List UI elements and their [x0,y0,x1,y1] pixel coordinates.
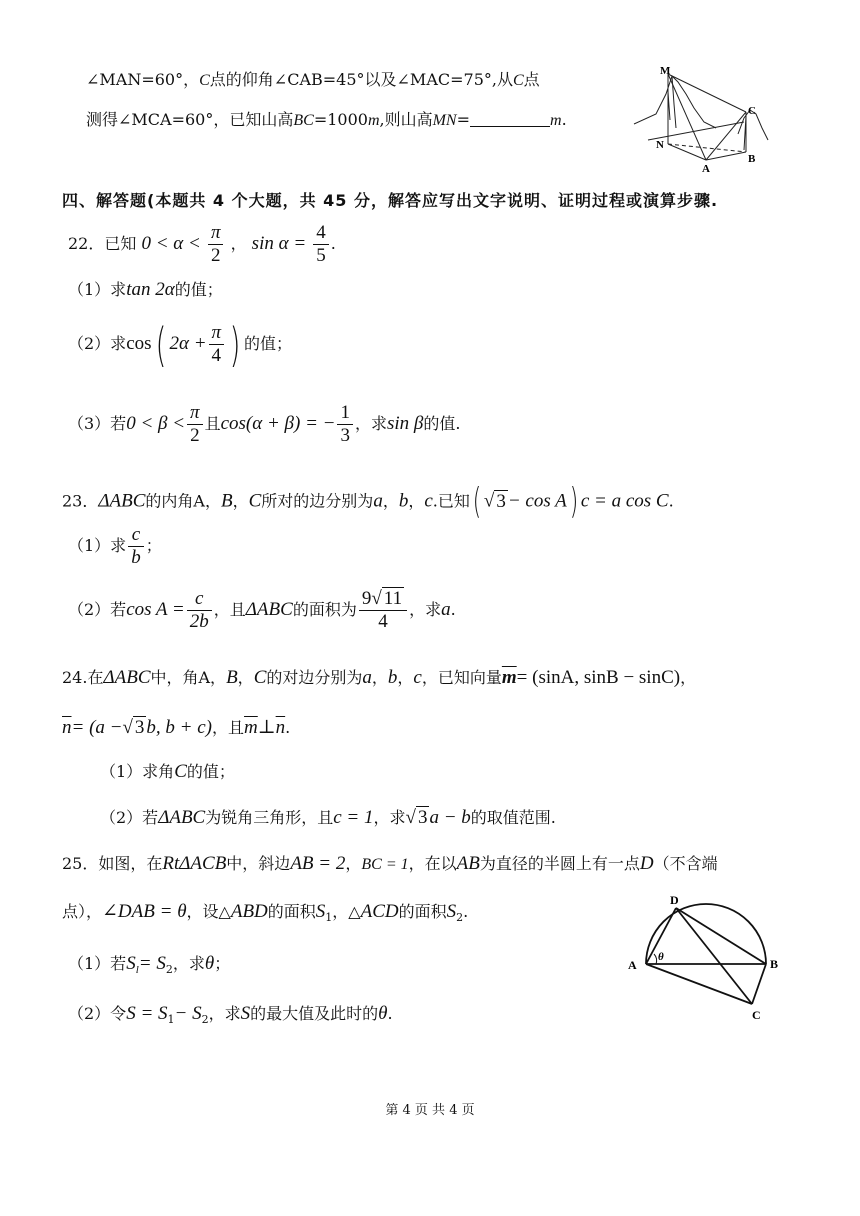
part-tail: . [387,1004,393,1023]
q22-sin-beta: sin β [387,413,424,434]
q24-vec-m: $\overline{m}$ [244,717,258,738]
q24-eq: c = 1 [333,807,374,828]
frac-num: c [187,588,212,611]
q22-text: ，求 [354,414,387,433]
line-mc [668,74,746,112]
q25-stem-line2 [62,902,468,928]
q21-line2: 测得∠MCA=60°，已知山高BC=1000m,则山高MN= m. [86,110,567,129]
q21-text: =1000 [313,110,368,129]
q22-inner: 2α + [169,333,207,354]
q23-var: a [441,599,451,620]
q21-text: 点的仰角∠CAB=45°以及∠MAC=75°,从 [209,70,513,89]
frac-sqrt: 11 [383,588,403,609]
q25-var: ABD [230,901,268,922]
subscript: l [135,964,139,977]
q23-text: 的内角A， [145,491,221,511]
line-nb [668,144,746,152]
q22-frac-13 [337,402,353,447]
q25-text: 的面积 [267,902,316,921]
q24-var: C [253,667,267,688]
q25-var: θ [204,953,215,974]
label-c: C [752,1008,761,1022]
q23-var: c [424,490,433,512]
q23-eq: − cos A [507,490,567,512]
q22-part3 [68,402,460,447]
q22-part1 [68,280,223,300]
perp-symbol: ⊥ [257,717,276,738]
q24-eq: = (a − [71,717,123,738]
part-tail: 的值； [244,334,293,353]
q25-var: AB [456,853,480,874]
label-n: N [656,139,664,151]
q21-text: 点 [523,70,540,89]
frac-den: 4 [378,611,388,632]
q23-frac-c2b [187,588,212,633]
q25-part2 [68,1004,393,1030]
q23-var: B [220,490,233,512]
part-label: （3）若 [68,414,127,433]
q24-var: b [387,667,398,688]
q25-var: θ [378,1003,388,1024]
q23-text: ， [232,491,249,511]
q24-text: . [285,718,291,737]
q25-text: ，△ [332,902,361,921]
label-a: A [628,958,637,972]
q22-text: 且 [204,414,221,433]
q25-text: 为直径的半圆上有一点 [479,854,640,873]
q21-var: C [199,72,210,89]
q25-angle: ∠DAB = θ [102,901,187,922]
q24-eq: = (sinA, sinB − sinC) [516,667,681,688]
q23-var: C [248,490,262,512]
subscript: 1 [325,911,333,925]
q25-text: 的面积 [398,902,447,921]
q24-text: 为锐角三角形，且 [205,808,334,827]
answer-blank[interactable] [470,110,550,127]
part-tail: 的值； [186,762,235,781]
q24-text: ，且 [212,718,245,737]
q24-text: 的对边分别为 [266,668,363,687]
frac-num: c [128,524,144,547]
q25-text: 点）， [62,902,103,921]
label-b: B [770,957,779,971]
q24-tri: ΔABC [158,807,206,828]
q23-text: 的面积为 [292,600,357,619]
q25-text: ，求 [208,1004,241,1023]
section-heading: 四、解答题(本题共 4 个大题，共 45 分，解答应写出文字说明、证明过程或演算步骤. [62,191,719,210]
subscript: 2 [201,1013,209,1027]
q25-text: . [463,902,469,921]
q21-unit: m [367,112,380,129]
q24-part2: （2）若ΔABC为锐角三角形，且c = 1，求√ 3 a − b的取值范围. [100,807,556,828]
q24-eq: b, b + c) [146,717,213,738]
part-label: （1）求 [68,280,127,299]
q22-stem [68,222,336,267]
frac-num: π [209,322,225,345]
q24-text: ， [680,668,697,687]
q25-eq: S = S [126,1003,168,1024]
q23-var: b [398,490,409,512]
q23-text: . [450,600,456,619]
q22-cond: 0 < α < [141,233,201,254]
label-m: M [660,65,671,77]
segment-db [676,908,766,964]
q24-vec-m: $\overline{m}$ [501,667,517,688]
q22-frac-pi2b [187,402,203,447]
q24-tri: ΔABC [103,667,151,688]
q23-tri: ΔABC [245,599,293,620]
q23-cos: cos A = [126,599,185,620]
q25-var: S [315,901,326,922]
q25-text: 的最大值及此时的 [250,1004,379,1023]
q23-var: a [373,490,383,512]
page-footer: 第 4 页 共 4 页 [385,1103,475,1118]
q25-var: S [240,1003,251,1024]
q21-text: ∠MAN=60°， [86,70,200,89]
frac-den: b [131,547,141,568]
q21-text: ,则山高 [379,110,433,129]
q24-var: C [174,761,187,782]
q25-text: ，求 [172,954,205,973]
q23-text: ， [408,491,425,511]
q25-number: 25．如图，在 [62,854,163,873]
label-b: B [748,153,756,165]
q24-sqrt: 3 [134,717,145,738]
q23-frac-cb [128,524,144,569]
label-a: A [702,163,710,174]
q21-text: 测得∠MCA=60°，已知山高 [86,110,294,129]
part-label: （1）若 [68,954,127,973]
frac-den: 2 [190,425,200,446]
frac-num: π [208,222,224,245]
q24-text: ， [237,668,254,687]
q25-var: D [639,853,654,874]
q24-text: ，求 [373,808,406,827]
q24-expr: a − b [429,807,471,828]
subscript: 1 [167,1013,175,1027]
q24-text: ， [371,668,388,687]
q24-sqrt: 3 [417,807,428,828]
q25-text: 中，斜边 [226,854,291,873]
semicircle-arc [646,904,766,964]
q25-var: ACD [360,901,399,922]
q23-eq: c = a cos C [580,490,669,512]
q22-sin: sin α = [251,233,307,254]
q23-frac-area: $\frac{9√ 11}{4}$ [359,588,407,633]
q23-tri: ΔABC [98,490,146,512]
part-tail: 的值. [423,414,461,433]
q22-text: . [330,234,336,253]
q23-sqrt: 3 [496,490,506,512]
part-label: （2）若 [100,808,159,827]
q22-text: ， [230,234,247,253]
q25-part1 [68,954,230,980]
q25-text: （不含端 [653,854,718,873]
q23-text: . [668,491,674,511]
q25-text: ， [345,854,362,873]
q21-text: = [456,110,470,129]
part-label: （2）求 [68,334,127,353]
label-c: C [748,105,756,117]
part-label: （1）求角 [100,762,175,781]
q25-stem-line1 [62,854,718,875]
frac-num: 9 [361,588,372,609]
q23-part1 [68,524,162,569]
part-label: （2）令 [68,1004,127,1023]
q24-text: ， [397,668,414,687]
q21-line1 [86,70,540,91]
q22-cos-sum: cos(α + β) = − [220,413,336,434]
frac-den: 2 [210,245,221,266]
q24-text: ，已知向量 [421,668,502,687]
q25-text: ，在以 [408,854,457,873]
q22-frac-pi4 [209,322,225,367]
q25-eq: − S [174,1003,202,1024]
q24-var: a [362,667,372,688]
frac-num: π [187,402,203,425]
q25-eq: BC = 1 [361,856,409,873]
q25-text: ，设△ [186,902,231,921]
q23-text: .已知 [432,491,470,511]
subscript: 2 [165,963,173,977]
q22-frac-45 [313,222,329,267]
q23-text: ，求 [409,600,442,619]
label-theta: θ [658,951,664,963]
q24-vec-n: $\overline{n}$ [275,717,286,738]
part-tail: ； [145,536,162,555]
q24-stem-line2: $\overline{n}= (a$ −√ 3 b, b + c)，且$\overline{m}\perp\overline{n}$. [62,717,291,738]
q24-var: c [413,667,422,688]
q22-part2 [68,317,293,372]
angle-arc [654,954,657,964]
q24-var: B [226,667,238,688]
q22-tan: tan 2α [126,279,175,300]
q25-var: S [446,901,457,922]
q21-unit: m [550,112,562,129]
q24-text: 中，角A， [150,668,227,687]
frac-num: 4 [313,222,329,245]
q23-text: 所对的边分别为 [261,491,374,511]
q25-eq: AB = 2 [290,853,346,874]
paren-left: ( [155,317,166,372]
q21-var: C [512,72,524,89]
q21-var: MN [432,112,457,129]
label-d: D [670,893,679,907]
q24-stem-line1 [62,668,696,688]
q23-text: ， [382,491,399,511]
part-tail: ； [214,954,231,973]
q23-part2 [68,588,456,633]
q22-cos: cos [126,333,152,354]
part-label: （1）求 [68,536,127,555]
part-tail: 的取值范围. [470,808,556,827]
part-label: （2）若 [68,600,127,619]
paren-left: ( [472,481,482,522]
q23-text: ，且 [213,600,246,619]
q21-var: BC [293,112,314,129]
q24-number: 24.在 [62,668,104,687]
part-tail: 的值； [174,280,223,299]
q25-eq: = S [138,953,166,974]
subscript: 2 [456,911,464,925]
q24-part1 [100,762,235,782]
frac-num: 1 [337,402,353,425]
frac-den: 5 [316,245,326,266]
q22-cond: 0 < β < [126,413,186,434]
q22-number: 22．已知 [68,234,137,253]
q23-stem: 23．ΔABC的内角A，B，C所对的边分别为a，b，c.已知( √ 3 − cos A) c = a cos C. [62,481,674,522]
q23-number: 23． [62,491,99,511]
paren-right: ) [229,317,241,372]
q22-frac-pi2 [208,222,224,267]
paren-right: ) [569,481,579,522]
frac-den: 2b [189,611,209,632]
q25-tri: RtΔACB [162,853,227,874]
segment-cb [752,964,766,1004]
mountain-figure [628,64,772,174]
semicircle-figure [620,888,790,1022]
q25-var: S [126,953,136,974]
q24-vec-n: $\overline{n}$ [62,717,72,738]
frac-den: 3 [340,425,350,446]
frac-den: 4 [211,345,222,366]
